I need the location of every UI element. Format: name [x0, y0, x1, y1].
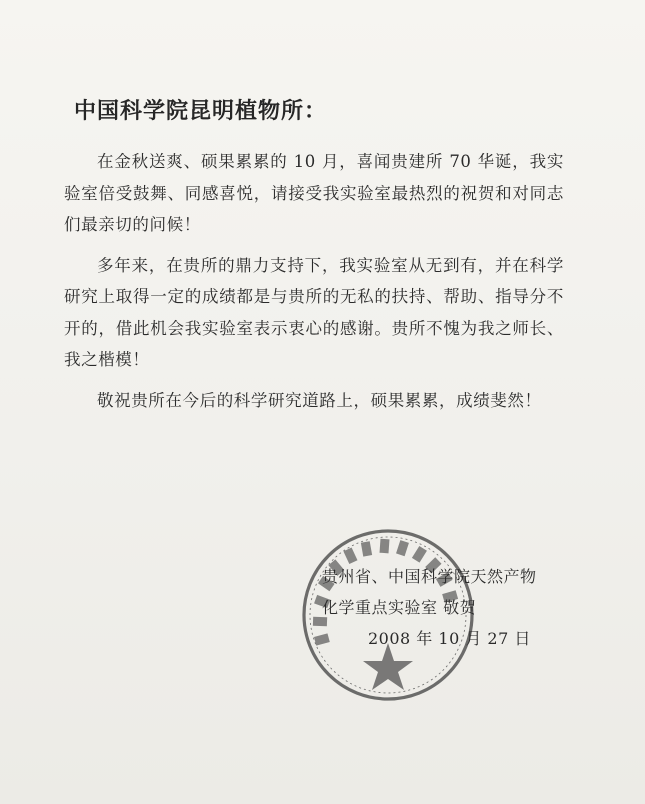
letter-paragraph: 在金秋送爽、硕果累累的 10 月，喜闻贵建所 70 华诞，我实验室倍受鼓舞、同感喜悦，请接受我实验室最热烈的祝贺和对同志们最亲切的问候！: [64, 152, 564, 234]
signature-date: 2008 年 10 月 27 日: [368, 629, 531, 648]
letter-paragraph: 敬祝贵所在今后的科学研究道路上，硕果累累，成绩斐然！: [97, 390, 542, 410]
letter-salutation: 中国科学院昆明植物所：: [74, 99, 328, 124]
signature-lab: 化学重点实验室 敬贺: [322, 598, 477, 617]
letter-signature: [322, 561, 582, 654]
letter-body: [64, 146, 564, 416]
signature-organization: 贵州省、中国科学院天然产物: [322, 567, 537, 586]
letter-paragraph: 多年来，在贵所的鼎力支持下，我实验室从无到有，并在科学研究上取得一定的成绩都是与贵所的无私的扶持、帮助、指导分不开的，借此机会我实验室表示衷心的感谢。贵所不愧为我之师长、我之楷模！: [64, 255, 564, 369]
